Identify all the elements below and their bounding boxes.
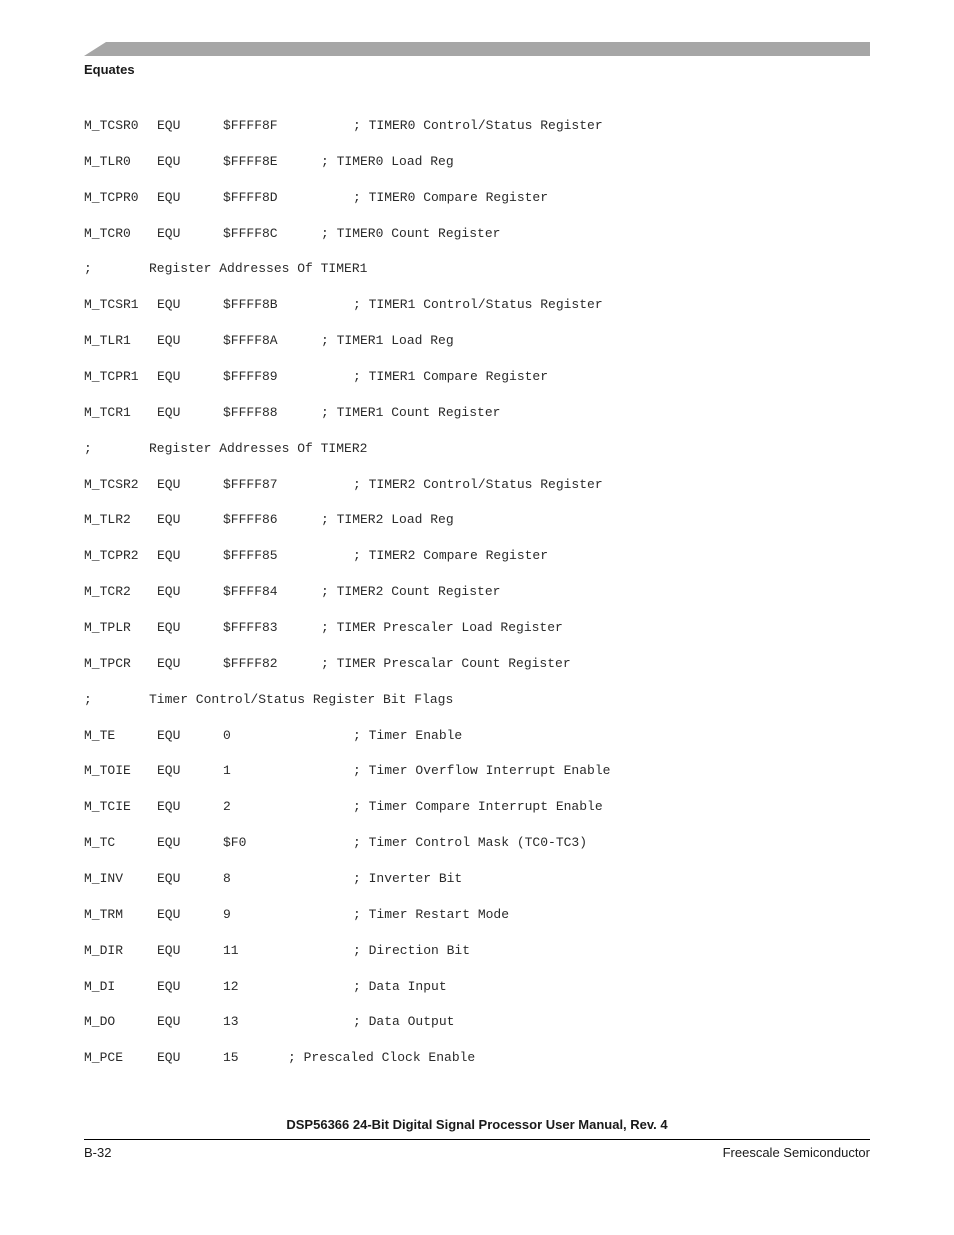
symbol-name: M_TCPR1 — [84, 369, 139, 385]
directive: EQU — [157, 369, 181, 385]
symbol-value: $FFFF87 — [223, 476, 278, 492]
line-comment: ; Timer Enable — [353, 727, 463, 743]
symbol-name: M_TRM — [84, 906, 124, 922]
directive: EQU — [157, 978, 181, 994]
directive: EQU — [157, 548, 181, 564]
symbol-name: M_TC — [84, 835, 116, 851]
symbol-name: M_TLR0 — [84, 153, 131, 169]
symbol-name: M_TCR2 — [84, 584, 131, 600]
directive: EQU — [157, 189, 181, 205]
symbol-name: M_TE — [84, 727, 116, 743]
symbol-name: M_TCSR1 — [84, 297, 139, 313]
symbol-value: $F0 — [223, 835, 247, 851]
line-comment: ; TIMER0 Compare Register — [353, 189, 549, 205]
symbol-value: $FFFF84 — [223, 584, 278, 600]
directive: EQU — [157, 620, 181, 636]
page-number: B-32 — [84, 1145, 112, 1160]
symbol-value: $FFFF8F — [223, 118, 278, 133]
comment-text: Timer Control/Status Register Bit Flags — [149, 691, 454, 707]
symbol-value: 2 — [223, 799, 231, 815]
directive: EQU — [157, 153, 181, 169]
symbol-value: $FFFF85 — [223, 548, 278, 564]
footer-rule — [84, 1139, 870, 1140]
symbol-value: $FFFF86 — [223, 512, 278, 528]
symbol-name: M_DIR — [84, 942, 124, 958]
symbol-value: $FFFF8C — [223, 225, 278, 241]
symbol-name: M_PCE — [84, 1050, 124, 1066]
company-name: Freescale Semiconductor — [722, 1145, 870, 1160]
section-title: Equates — [84, 62, 135, 77]
footer-title: DSP56366 24-Bit Digital Signal Processor User Manual, Rev. 4 — [286, 1117, 668, 1132]
symbol-value: $FFFF8B — [223, 297, 278, 313]
line-comment: ; TIMER Prescaler Load Register — [321, 620, 563, 636]
line-comment: ; Timer Overflow Interrupt Enable — [353, 763, 611, 779]
symbol-value: 11 — [223, 942, 239, 958]
comment-marker: ; — [84, 440, 92, 456]
comment-text: Register Addresses Of TIMER1 — [149, 261, 368, 277]
symbol-name: M_TCR1 — [84, 404, 131, 420]
symbol-name: M_TCSR2 — [84, 476, 139, 492]
symbol-name: M_DI — [84, 978, 116, 994]
symbol-value: 0 — [223, 727, 231, 743]
symbol-name: M_INV — [84, 871, 124, 887]
symbol-value: $FFFF88 — [223, 404, 278, 420]
directive: EQU — [157, 835, 181, 851]
directive: EQU — [157, 871, 181, 887]
symbol-name: M_TPCR — [84, 655, 131, 671]
directive: EQU — [157, 655, 181, 671]
line-comment: ; Data Input — [353, 978, 447, 994]
line-comment: ; Timer Compare Interrupt Enable — [353, 799, 603, 815]
directive: EQU — [157, 1050, 181, 1066]
directive: EQU — [157, 799, 181, 815]
symbol-value: 12 — [223, 978, 239, 994]
directive: EQU — [157, 1014, 181, 1030]
symbol-value: 1 — [223, 763, 231, 779]
symbol-value: $FFFF82 — [223, 655, 278, 671]
line-comment: ; TIMER2 Count Register — [321, 584, 501, 600]
symbol-name: M_DO — [84, 1014, 116, 1030]
header-bar — [84, 42, 870, 56]
directive: EQU — [157, 404, 181, 420]
directive: EQU — [157, 906, 181, 922]
symbol-value: $FFFF83 — [223, 620, 278, 636]
line-comment: ; TIMER0 Count Register — [321, 225, 501, 241]
line-comment: ; TIMER2 Compare Register — [353, 548, 549, 564]
line-comment: ; TIMER1 Control/Status Register — [353, 297, 603, 313]
symbol-name: M_TOIE — [84, 763, 131, 779]
line-comment: ; Timer Restart Mode — [353, 906, 510, 922]
symbol-name: M_TCSR0 — [84, 118, 139, 133]
directive: EQU — [157, 333, 181, 349]
symbol-name: M_TLR1 — [84, 333, 131, 349]
line-comment: ; Data Output — [353, 1014, 455, 1030]
line-comment: ; TIMER1 Compare Register — [353, 369, 549, 385]
symbol-value: $FFFF8D — [223, 189, 278, 205]
comment-marker: ; — [84, 261, 92, 277]
line-comment: ; Direction Bit — [353, 942, 471, 958]
comment-text: Register Addresses Of TIMER2 — [149, 440, 368, 456]
directive: EQU — [157, 512, 181, 528]
comment-marker: ; — [84, 691, 92, 707]
line-comment: ; TIMER2 Control/Status Register — [353, 476, 603, 492]
symbol-value: $FFFF8E — [223, 153, 278, 169]
directive: EQU — [157, 942, 181, 958]
directive: EQU — [157, 763, 181, 779]
line-comment: ; TIMER1 Count Register — [321, 404, 501, 420]
symbol-value: 8 — [223, 871, 231, 887]
line-comment: ; TIMER0 Load Reg — [321, 153, 454, 169]
symbol-name: M_TCPR2 — [84, 548, 139, 564]
line-comment: ; TIMER1 Load Reg — [321, 333, 454, 349]
directive: EQU — [157, 584, 181, 600]
symbol-name: M_TCPR0 — [84, 189, 139, 205]
symbol-name: M_TLR2 — [84, 512, 131, 528]
symbol-value: 13 — [223, 1014, 239, 1030]
line-comment: ; Inverter Bit — [353, 871, 463, 887]
line-comment: ; TIMER2 Load Reg — [321, 512, 454, 528]
directive: EQU — [157, 727, 181, 743]
line-comment: ; Prescaled Clock Enable — [288, 1050, 476, 1066]
symbol-value: $FFFF89 — [223, 369, 278, 385]
symbol-value: 15 — [223, 1050, 239, 1066]
directive: EQU — [157, 118, 181, 133]
line-comment: ; TIMER Prescalar Count Register — [321, 655, 571, 671]
symbol-value: $FFFF8A — [223, 333, 278, 349]
line-comment: ; Timer Control Mask (TC0-TC3) — [353, 835, 588, 851]
directive: EQU — [157, 225, 181, 241]
symbol-name: M_TCR0 — [84, 225, 131, 241]
line-comment: ; TIMER0 Control/Status Register — [353, 118, 603, 133]
symbol-name: M_TPLR — [84, 620, 131, 636]
symbol-name: M_TCIE — [84, 799, 131, 815]
directive: EQU — [157, 297, 181, 313]
directive: EQU — [157, 476, 181, 492]
symbol-value: 9 — [223, 906, 231, 922]
